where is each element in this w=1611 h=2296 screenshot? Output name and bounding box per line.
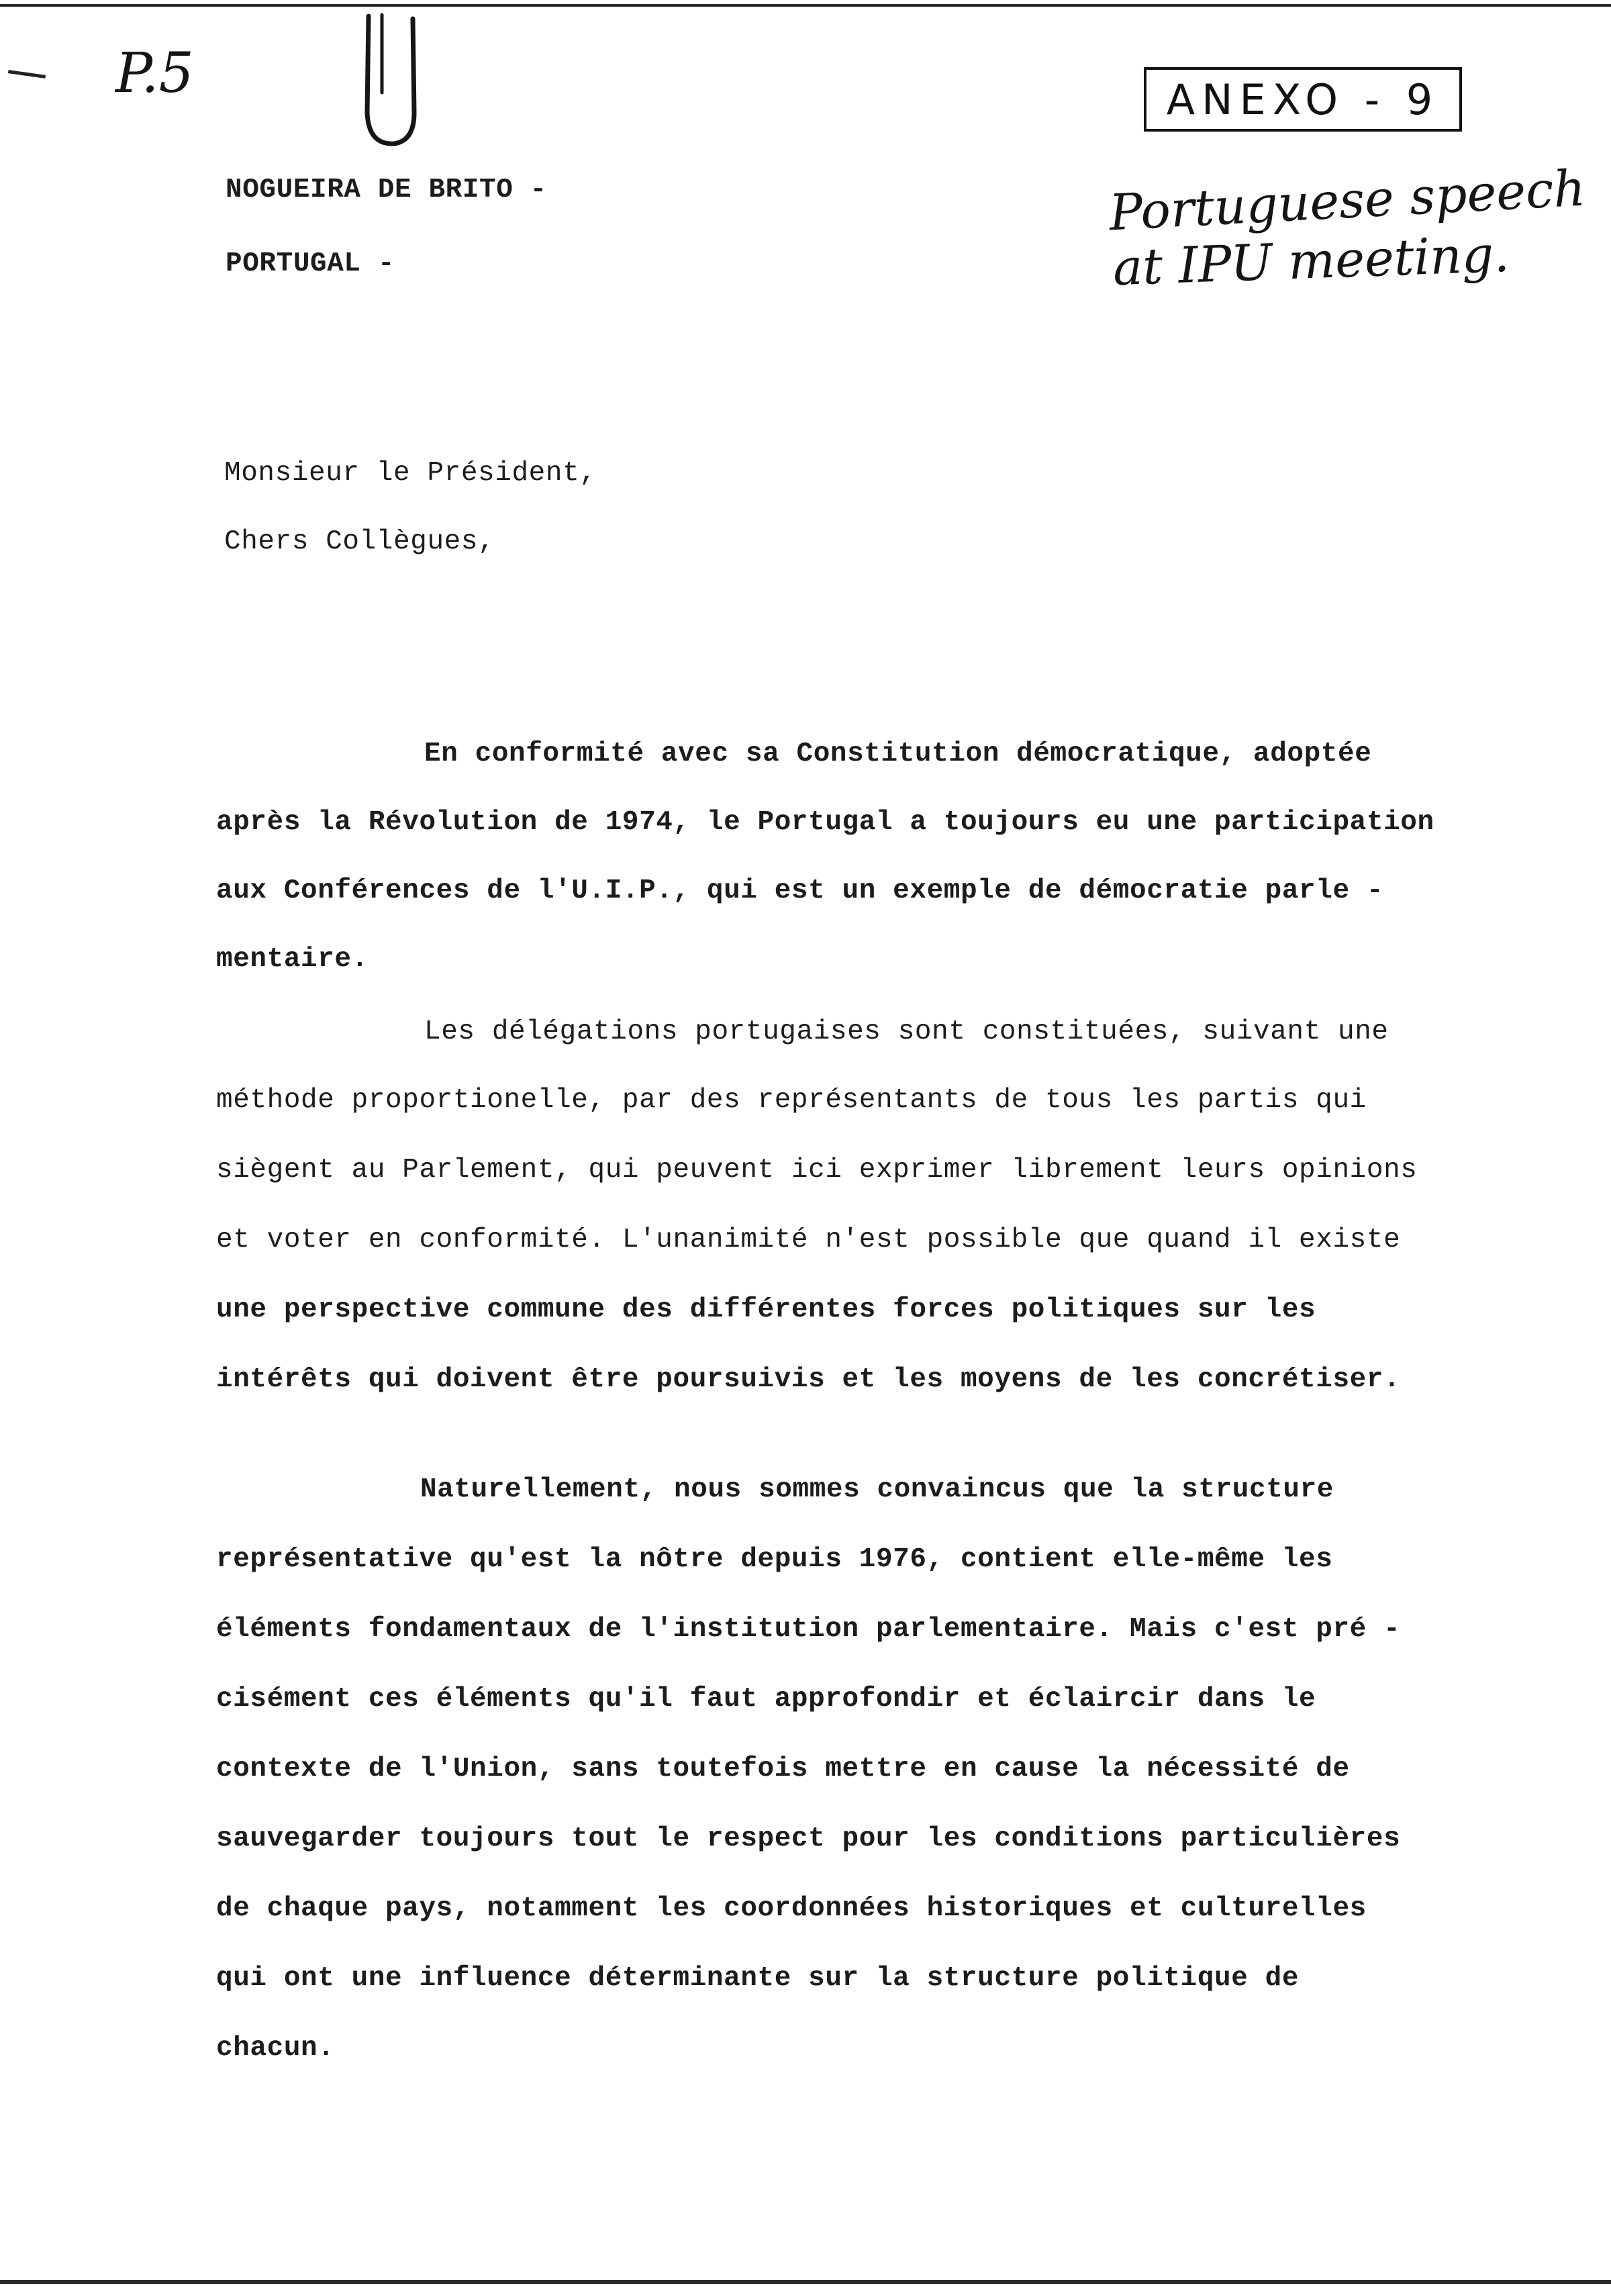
author-country: PORTUGAL - (226, 248, 395, 279)
paragraph-2-line: intérêts qui doivent être poursuivis et les moyens de les concrétiser. (216, 1364, 1401, 1395)
bottom-scan-rule (0, 2280, 1611, 2284)
paragraph-2-line: et voter en conformité. L'unanimité n'est possible que quand il existe (216, 1225, 1401, 1255)
annex-label-box (1144, 67, 1462, 132)
author-name: NOGUEIRA DE BRITO - (226, 175, 547, 205)
annex-label: ANEXO - 9 (1166, 75, 1440, 124)
handwritten-note-line-2: at IPU meeting. (1112, 225, 1511, 297)
paragraph-2-line: méthode proportionelle, par des représentants de tous les partis qui (216, 1085, 1367, 1116)
paragraph-3-line: cisément ces éléments qu'il faut approfondir et éclaircir dans le (216, 1684, 1316, 1715)
paragraph-3-line: qui ont une influence déterminante sur la structure politique de (216, 1963, 1300, 1994)
paragraph-1-line: mentaire. (216, 944, 369, 975)
salutation-line-2: Chers Collègues, (224, 526, 495, 557)
paragraph-3-line: contexte de l'Union, sans toutefois mettre en cause la nécessité de (216, 1754, 1350, 1784)
top-scan-rule (0, 4, 1611, 7)
paragraph-3-line: chacun. (216, 2033, 335, 2064)
paragraph-1-line: En conformité avec sa Constitution démocratique, adoptée (424, 738, 1372, 769)
paragraph-2-line: siègent au Parlement, qui peuvent ici exprimer librement leurs opinions (216, 1155, 1418, 1186)
margin-dash-mark (8, 70, 46, 79)
paragraph-3-line: de chaque pays, notamment les coordonnées historiques et culturelles (216, 1893, 1367, 1924)
paragraph-3-line: éléments fondamentaux de l'institution parlementaire. Mais c'est pré - (216, 1614, 1401, 1645)
salutation-line-1: Monsieur le Président, (224, 458, 597, 489)
paragraph-3-line: représentative qu'est la nôtre depuis 1976, contient elle-même les (216, 1544, 1333, 1575)
handwritten-note-line-1: Portuguese speech (1108, 159, 1588, 242)
paragraph-2-line: Les délégations portugaises sont constituées, suivant une (424, 1016, 1389, 1047)
paragraph-1-line: aux Conférences de l'U.I.P., qui est un exemple de démocratie parle - (216, 875, 1384, 906)
paragraph-1-line: après la Révolution de 1974, le Portugal a toujours eu une participation (216, 807, 1434, 838)
handwritten-page-number: P.5 (115, 42, 194, 105)
paragraph-2-line: une perspective commune des différentes forces politiques sur les (216, 1294, 1316, 1325)
paragraph-3-line: sauvegarder toujours tout le respect pour les conditions particulières (216, 1823, 1401, 1854)
handwritten-u-mark (359, 12, 424, 153)
paragraph-3-line: Naturellement, nous sommes convaincus que la structure (420, 1474, 1334, 1505)
